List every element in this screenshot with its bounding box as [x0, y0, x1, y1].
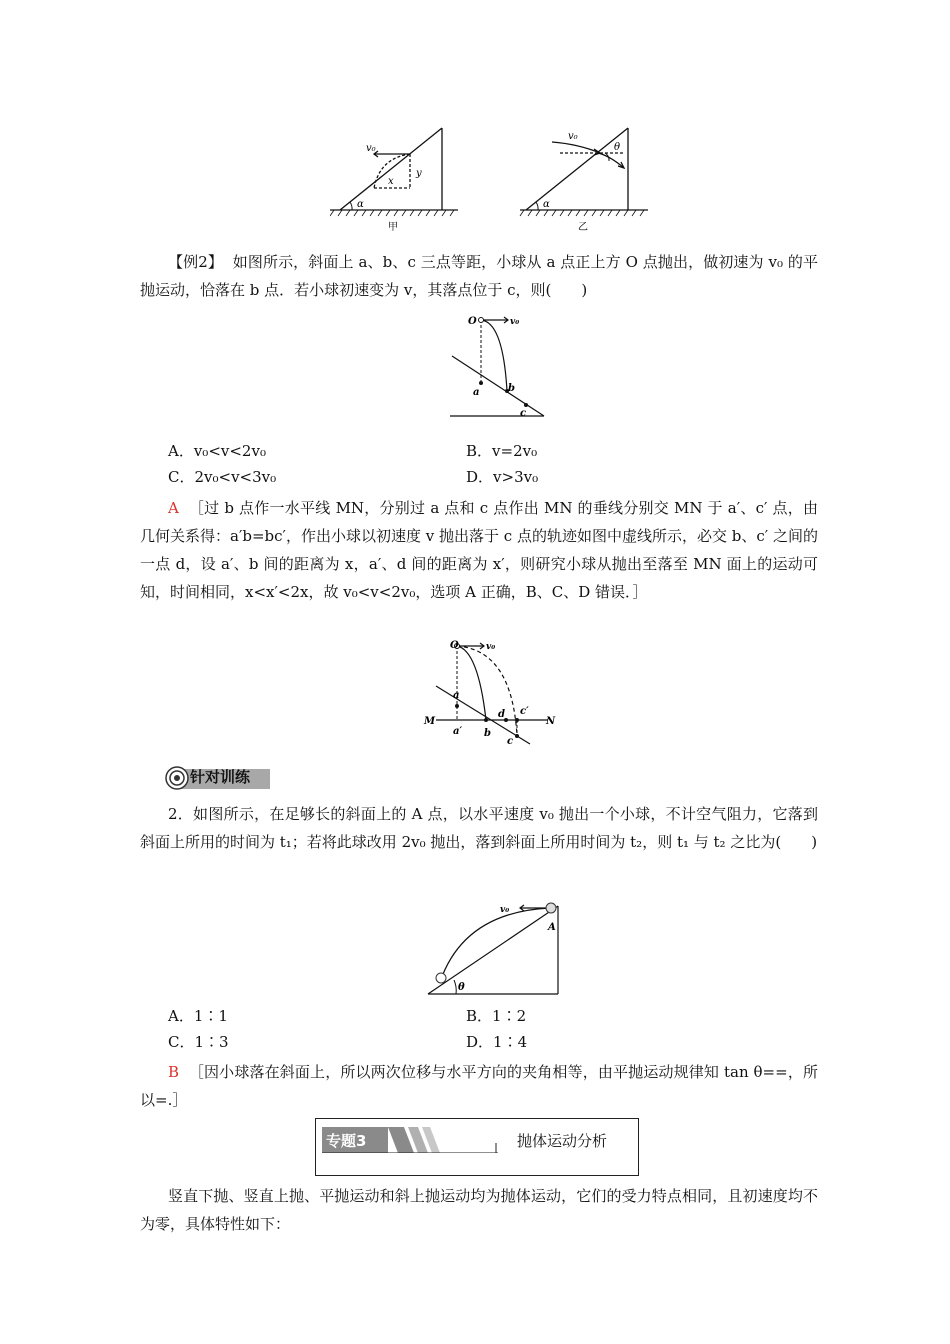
- figure-jia: [330, 128, 458, 216]
- topic-tag: 专题3: [326, 1132, 367, 1150]
- example2-question: [140, 248, 818, 304]
- figure-yi: [520, 128, 648, 216]
- topic-title: 抛体运动分析: [517, 1132, 608, 1150]
- training-heading: 针对训练: [190, 768, 251, 786]
- label-A: A: [548, 922, 556, 933]
- topic-box: [315, 1118, 639, 1176]
- example2-tag: 【例2】: [168, 253, 223, 271]
- option-d: D．v>3v₀: [466, 468, 539, 486]
- label-b: b: [508, 383, 515, 394]
- label-c: c: [520, 408, 527, 419]
- example2-figure: [440, 308, 550, 426]
- label-c: c: [507, 736, 514, 747]
- example2-text: 如图所示，斜面上 a、b、c 三点等距，小球从 a 点正上方 O 点抛出，做初速为 v₀ 的平抛运动，恰落在 b 点．若小球初速变为 v，其落点位于 c，则( ): [140, 253, 819, 299]
- label-x: x: [388, 176, 394, 187]
- training-explanation: [140, 1058, 818, 1114]
- option-d: D．1∶4: [466, 1033, 528, 1051]
- label-v0: v₀: [366, 143, 376, 154]
- training-figure: [424, 900, 574, 1000]
- label-v0: v₀: [486, 642, 496, 652]
- label-c-prime: c′: [520, 706, 529, 717]
- label-d: d: [498, 709, 505, 720]
- label-y: y: [416, 168, 422, 179]
- label-O: O: [468, 316, 477, 327]
- training-answer: B: [168, 1063, 180, 1081]
- option-c: C．1∶3: [168, 1033, 229, 1051]
- example2-answer: A: [168, 499, 179, 517]
- option-b: B．1∶2: [466, 1007, 527, 1025]
- figure-jia-yi: [330, 122, 660, 234]
- option-a: A．1∶1: [168, 1007, 228, 1025]
- figure-caption-jia: 甲: [388, 222, 398, 233]
- option-a: A．v₀<v<2v₀: [168, 442, 266, 460]
- label-N: N: [546, 716, 556, 727]
- label-theta: θ: [458, 982, 465, 993]
- example2-solution-figure: [422, 636, 562, 750]
- label-alpha-yi: α: [543, 199, 550, 210]
- label-a: a: [453, 690, 460, 701]
- figure-caption-yi: 乙: [578, 222, 588, 233]
- label-M: M: [424, 716, 436, 727]
- label-v0: v₀: [500, 905, 510, 915]
- label-theta: θ: [614, 142, 621, 153]
- topic-intro: 竖直下抛、竖直上抛、平抛运动和斜上抛运动均为抛体运动，它们的受力特点相同，且初速度均不为零，具体特性如下：: [140, 1187, 818, 1233]
- label-v0-yi: v₀: [568, 131, 578, 142]
- training-explanation-text: ［因小球落在斜面上，所以两次位移与水平方向的夹角相等，由平抛运动规律知 tan θ==，所以=.］: [140, 1063, 818, 1109]
- label-O: O: [450, 640, 459, 651]
- example2-explanation: [140, 494, 818, 606]
- label-b: b: [484, 728, 491, 739]
- example2-explanation-text: ［过 b 点作一水平线 MN，分别过 a 点和 c 点作出 MN 的垂线分别交 MN 于 a′、c′ 点，由几何关系得：a′b=bc′，作出小球以初速度 v 抛出落于 c 点的轨迹如图中虚线所示，必交 b、c′ 之间的一点 d，设 a′、b 间的距离为 x，a′、d 间的距离为 x′，则研究小球从抛出至落至 MN 面上的运动可知，时间相同，x<x′<2x，故 v₀<v<2v₀，选项 A 正确，B、C、D 错误．］: [140, 499, 818, 601]
- label-alpha: α: [357, 199, 364, 210]
- training-question: 2．如图所示，在足够长的斜面上的 A 点，以水平速度 v₀ 抛出一个小球，不计空气阻力，它落到斜面上所用的时间为 t₁；若将此球改用 2v₀ 抛出，落到斜面上所用时间为 t₂，则 t₁ 与 t₂ 之比为( ): [140, 805, 818, 851]
- label-a-prime: a′: [453, 726, 463, 737]
- label-a: a: [473, 387, 480, 398]
- label-v0: v₀: [510, 317, 520, 327]
- option-b: B．v=2v₀: [466, 442, 538, 460]
- option-c: C．2v₀<v<3v₀: [168, 468, 277, 486]
